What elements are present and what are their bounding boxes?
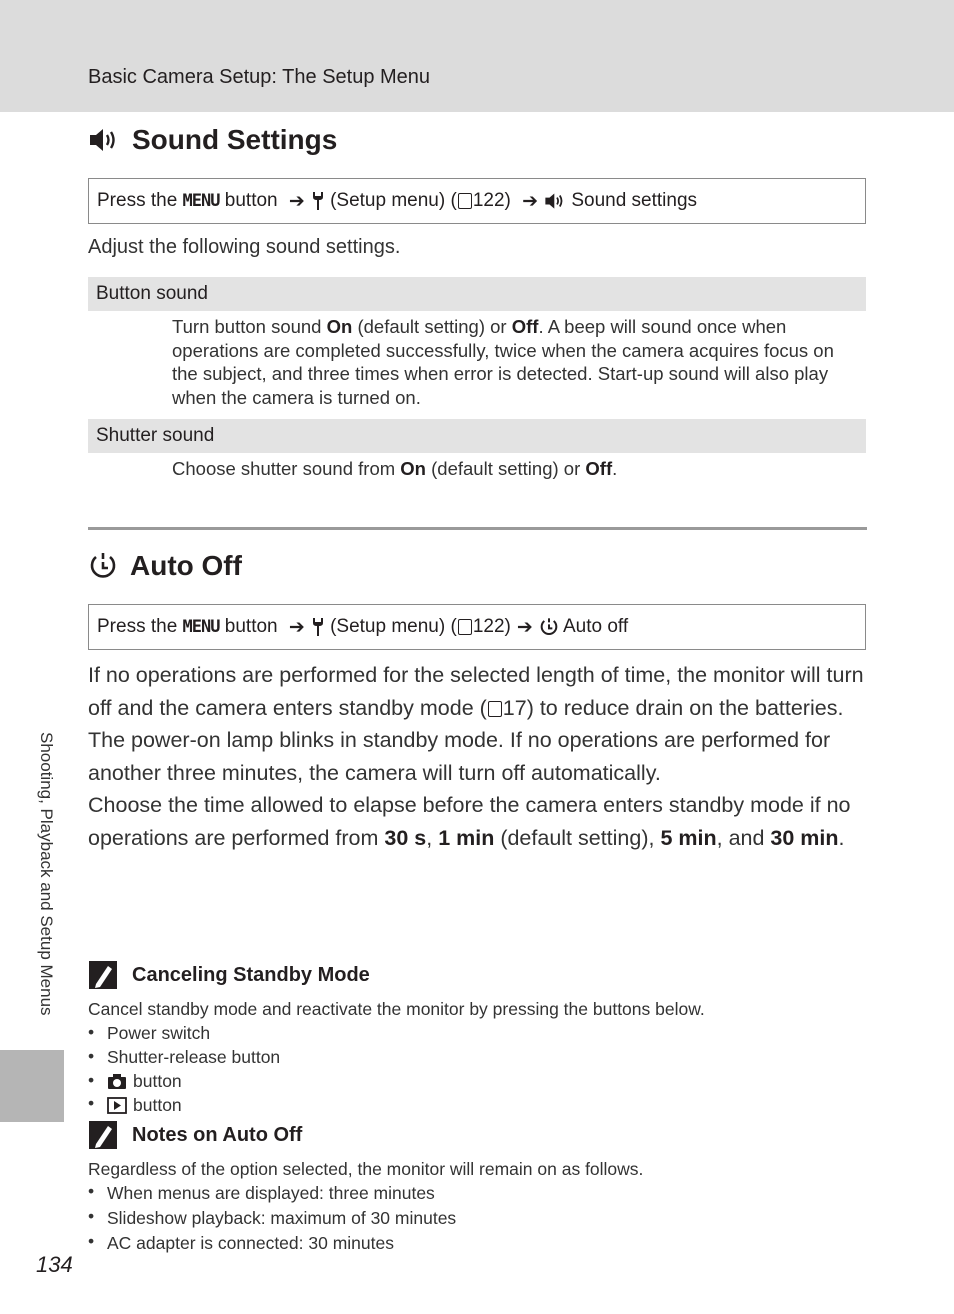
nav-press-text: Press the bbox=[97, 190, 183, 211]
button-sound-description: Turn button sound On (default setting) or Off. A beep will sound once when operations are completed successfully, twice when the camera acquires focus on the subject, and three times when error is detected. Start-up sound will also play when the camera is turned on. bbox=[172, 316, 834, 409]
arrow-icon: ➔ bbox=[522, 190, 539, 212]
list-item: • Power switch bbox=[88, 1022, 280, 1046]
list-item: • AC adapter is connected: 30 minutes bbox=[88, 1231, 456, 1256]
nav-setup-text: (Setup menu) ( bbox=[324, 190, 457, 211]
nav-setup-text: (Setup menu) ( bbox=[324, 616, 457, 637]
wrench-icon bbox=[311, 617, 325, 637]
note-lead-text: Cancel standby mode and reactivate the monitor by pressing the buttons below. bbox=[88, 999, 705, 1019]
page-ref-icon bbox=[458, 193, 472, 209]
auto-off-heading bbox=[88, 550, 242, 582]
monitor-on-list bbox=[88, 1181, 456, 1256]
nav-press-text: Press the bbox=[97, 616, 183, 637]
note-title: Notes on Auto Off bbox=[132, 1123, 303, 1146]
option-shutter-sound: Shutter sound bbox=[88, 419, 866, 453]
menu-button-glyph: MENU bbox=[182, 617, 220, 637]
note-canceling-standby-heading bbox=[88, 960, 370, 990]
playback-icon bbox=[107, 1097, 127, 1114]
side-chapter-label: Shooting, Playback and Setup Menus bbox=[37, 732, 56, 1016]
speaker-icon bbox=[544, 192, 566, 210]
note-lead-text: Regardless of the option selected, the monitor will remain on as follows. bbox=[88, 1159, 644, 1179]
nav-button-text: button bbox=[219, 190, 283, 211]
auto-off-icon bbox=[539, 617, 559, 637]
sound-settings-heading bbox=[88, 124, 337, 156]
camera-icon bbox=[107, 1073, 127, 1090]
list-item: • button bbox=[88, 1070, 280, 1094]
header-band bbox=[0, 0, 954, 112]
nav-target-text: Sound settings bbox=[566, 190, 698, 211]
running-header: Basic Camera Setup: The Setup Menu bbox=[88, 66, 431, 88]
sound-nav-path bbox=[88, 178, 866, 224]
auto-off-paragraph-1: If no operations are performed for the selected length of time, the monitor will turn off and the camera enters standby mode ( 17) to reduce drain on the batteries. The power-on lamp blinks in standby mode. If no operations are performed for another three minutes, the camera will turn off automatically. bbox=[88, 663, 864, 785]
note-auto-off-heading bbox=[88, 1120, 302, 1150]
note-title: Canceling Standby Mode bbox=[132, 963, 370, 986]
auto-off-nav-path bbox=[88, 604, 866, 650]
list-item: • Slideshow playback: maximum of 30 minutes bbox=[88, 1206, 456, 1231]
shutter-sound-description: Choose shutter sound from On (default setting) or Off. bbox=[172, 458, 618, 479]
arrow-icon: ➔ bbox=[288, 190, 305, 212]
section-divider bbox=[88, 527, 867, 530]
nav-button-text: button bbox=[219, 616, 283, 637]
list-item: • button bbox=[88, 1093, 280, 1117]
sound-intro: Adjust the following sound settings. bbox=[88, 236, 401, 258]
sound-settings-title: Sound Settings bbox=[132, 124, 338, 155]
page-ref-icon bbox=[458, 619, 472, 635]
auto-off-paragraph-2: Choose the time allowed to elapse before the camera enters standby mode if no operations are performed from 30 s, 1 min (default setting), 5 min, and 30 min. bbox=[88, 793, 851, 850]
option-button-sound: Button sound bbox=[88, 277, 866, 311]
nav-ref-text: 122) bbox=[472, 190, 517, 211]
nav-ref-text: 122) bbox=[472, 616, 511, 637]
page-ref-icon bbox=[488, 701, 502, 717]
nav-target-text: Auto off bbox=[558, 616, 629, 637]
note-icon bbox=[88, 1120, 118, 1150]
arrow-icon: ➔ bbox=[288, 616, 305, 638]
menu-button-glyph: MENU bbox=[182, 191, 220, 211]
page-number: 134 bbox=[36, 1252, 73, 1277]
chapter-tab bbox=[0, 1050, 64, 1122]
auto-off-title: Auto Off bbox=[130, 550, 242, 581]
wrench-icon bbox=[311, 191, 325, 211]
list-item: • When menus are displayed: three minutes bbox=[88, 1181, 456, 1206]
speaker-icon bbox=[88, 127, 120, 153]
arrow-icon: ➔ bbox=[516, 616, 533, 638]
note-icon bbox=[88, 960, 118, 990]
standby-cancel-list bbox=[88, 1022, 280, 1117]
auto-off-icon bbox=[88, 551, 118, 581]
list-item: • Shutter-release button bbox=[88, 1046, 280, 1070]
